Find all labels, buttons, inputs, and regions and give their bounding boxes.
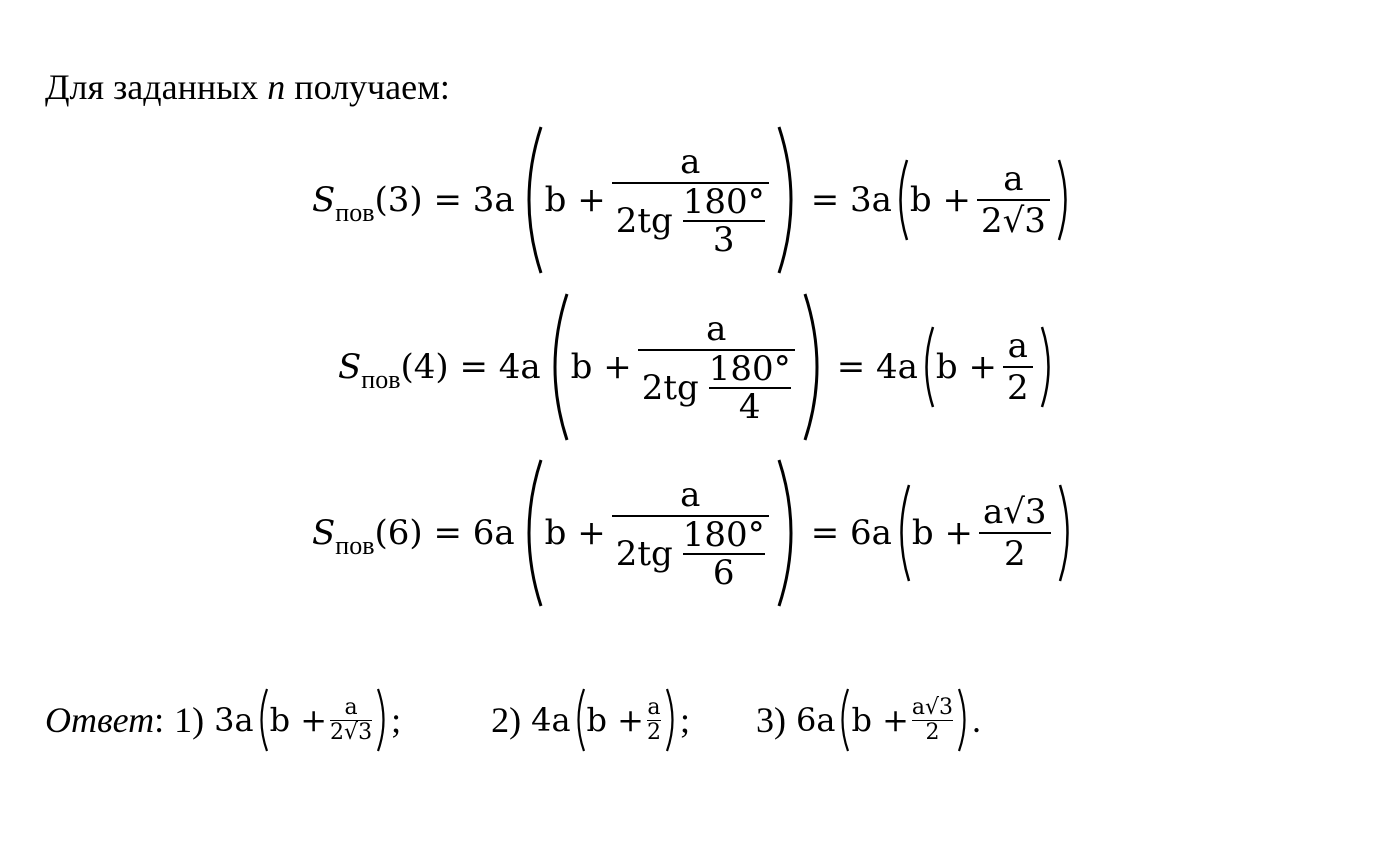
eq3-right-b-plus: b + bbox=[911, 513, 973, 553]
eq1-subscript: пов bbox=[335, 198, 375, 227]
eq3-right-paren bbox=[1057, 483, 1077, 583]
eq1-S: S bbox=[312, 180, 336, 220]
answer-2-coef: 4a bbox=[531, 701, 571, 739]
answer-1-b-plus: b + bbox=[269, 701, 328, 739]
answer-2-end: ; bbox=[679, 700, 690, 740]
eq3-right-paren-big bbox=[775, 458, 805, 608]
eq3-den-prefix: 2tg bbox=[615, 534, 673, 574]
eq1-denominator bbox=[612, 184, 769, 258]
eq1-lhs-arg: (3) = 3a bbox=[374, 180, 515, 220]
answer-3-den: 2 bbox=[925, 719, 940, 745]
eq2-right-denominator: 2 bbox=[1006, 368, 1029, 408]
eq2-right-paren-big bbox=[801, 292, 831, 442]
answer-2-fraction bbox=[647, 696, 661, 745]
eq2-right-b-plus: b + bbox=[935, 347, 997, 387]
eq1-numerator: a bbox=[680, 142, 701, 182]
eq2-S: S bbox=[338, 347, 362, 387]
answer-1-left-paren bbox=[254, 687, 270, 753]
answer-1-fraction bbox=[330, 696, 372, 745]
eq2-right-paren bbox=[1039, 325, 1057, 409]
answer-2-num: a bbox=[647, 694, 661, 720]
intro-variable: n bbox=[267, 67, 286, 107]
answer-3-b-plus: b + bbox=[851, 701, 909, 739]
eq1-right-fraction bbox=[977, 159, 1050, 241]
eq1-left-paren-big bbox=[515, 125, 545, 275]
eq3-inner-num: 180° bbox=[682, 515, 765, 555]
equation-3 bbox=[312, 458, 1077, 608]
intro-text-after: получаем: bbox=[285, 67, 450, 107]
eq1-inner-den: 3 bbox=[712, 220, 735, 260]
eq2-left-paren-big bbox=[541, 292, 571, 442]
answer-2-left-paren bbox=[571, 687, 587, 753]
eq2-main-fraction bbox=[638, 309, 795, 425]
answer-item-3 bbox=[756, 687, 981, 753]
equation-1 bbox=[312, 125, 1074, 275]
answer-1-right-paren bbox=[375, 687, 391, 753]
eq2-b-plus: b + bbox=[570, 347, 632, 387]
eq3-S: S bbox=[312, 513, 336, 553]
answer-1-coef: 3a bbox=[214, 701, 254, 739]
eq1-mid: = 3a bbox=[810, 180, 892, 220]
intro-text-before: Для заданных bbox=[45, 67, 268, 107]
answer-3-num: a√3 bbox=[911, 694, 954, 720]
answer-3-expr bbox=[796, 687, 972, 753]
eq1-inner-num: 180° bbox=[682, 182, 765, 222]
eq2-lhs bbox=[338, 347, 541, 394]
eq1-den-prefix: 2tg bbox=[615, 201, 673, 241]
eq3-numerator: a bbox=[680, 475, 701, 515]
eq3-lhs bbox=[312, 513, 515, 560]
answer-3-right-paren bbox=[956, 687, 972, 753]
eq1-right-b-plus: b + bbox=[909, 180, 971, 220]
equation-2 bbox=[338, 292, 1057, 442]
answer-1-num: a bbox=[344, 694, 358, 720]
eq2-den-prefix: 2tg bbox=[641, 368, 699, 408]
eq2-left-paren bbox=[918, 325, 936, 409]
eq3-denominator bbox=[612, 517, 769, 591]
eq3-left-paren-big bbox=[515, 458, 545, 608]
eq3-right-denominator: 2 bbox=[1003, 534, 1026, 574]
eq3-lhs-arg: (6) = 6a bbox=[374, 513, 515, 553]
eq1-left-paren bbox=[892, 158, 910, 242]
answer-item-1 bbox=[174, 687, 401, 753]
eq3-right-numerator: a√3 bbox=[982, 492, 1047, 532]
eq1-right-paren-big bbox=[775, 125, 805, 275]
answer-3-coef: 6a bbox=[796, 701, 836, 739]
answer-1-expr bbox=[214, 687, 391, 753]
answer-line bbox=[45, 680, 981, 760]
answer-2-expr bbox=[531, 687, 680, 753]
answer-label: Ответ bbox=[45, 700, 155, 740]
answer-item-2 bbox=[491, 687, 690, 753]
answer-1-end: ; bbox=[391, 700, 402, 740]
eq1-lhs bbox=[312, 180, 515, 227]
eq2-lhs-arg: (4) = 4a bbox=[400, 347, 541, 387]
intro-line bbox=[45, 66, 450, 108]
eq2-subscript: пов bbox=[361, 365, 401, 394]
eq1-main-fraction bbox=[612, 142, 769, 258]
answer-3-fraction bbox=[912, 696, 953, 745]
eq2-numerator: a bbox=[706, 309, 727, 349]
eq1-right-denominator: 2√3 bbox=[980, 201, 1046, 241]
eq3-right-fraction bbox=[979, 492, 1051, 574]
answer-1-den: 2√3 bbox=[330, 719, 373, 745]
eq2-inner-num: 180° bbox=[708, 349, 791, 389]
answer-3-end: . bbox=[972, 700, 982, 740]
eq3-left-paren bbox=[892, 483, 912, 583]
answer-2-index: 2) bbox=[491, 700, 522, 740]
eq3-inner-den: 6 bbox=[712, 553, 735, 593]
eq3-b-plus: b + bbox=[544, 513, 606, 553]
answer-2-den: 2 bbox=[646, 719, 661, 745]
eq1-right-numerator: a bbox=[1003, 159, 1024, 199]
eq2-inner-fraction bbox=[709, 351, 791, 425]
eq1-right-paren bbox=[1056, 158, 1074, 242]
answer-1-index: 1) bbox=[174, 700, 205, 740]
answer-2-b-plus: b + bbox=[586, 701, 644, 739]
eq2-denominator bbox=[638, 351, 795, 425]
eq2-right-numerator: a bbox=[1007, 326, 1028, 366]
eq2-inner-den: 4 bbox=[738, 387, 761, 427]
answer-3-index: 3) bbox=[756, 700, 786, 740]
eq3-subscript: пов bbox=[335, 531, 375, 560]
eq3-inner-fraction bbox=[683, 517, 765, 591]
answer-2-right-paren bbox=[664, 687, 680, 753]
eq1-b-plus: b + bbox=[544, 180, 606, 220]
eq3-mid: = 6a bbox=[810, 513, 892, 553]
eq2-mid: = 4a bbox=[836, 347, 918, 387]
answer-3-left-paren bbox=[835, 687, 851, 753]
eq3-main-fraction bbox=[612, 475, 769, 591]
eq1-inner-fraction bbox=[683, 184, 765, 258]
answer-colon: : bbox=[154, 700, 165, 740]
eq2-right-fraction bbox=[1003, 326, 1033, 408]
